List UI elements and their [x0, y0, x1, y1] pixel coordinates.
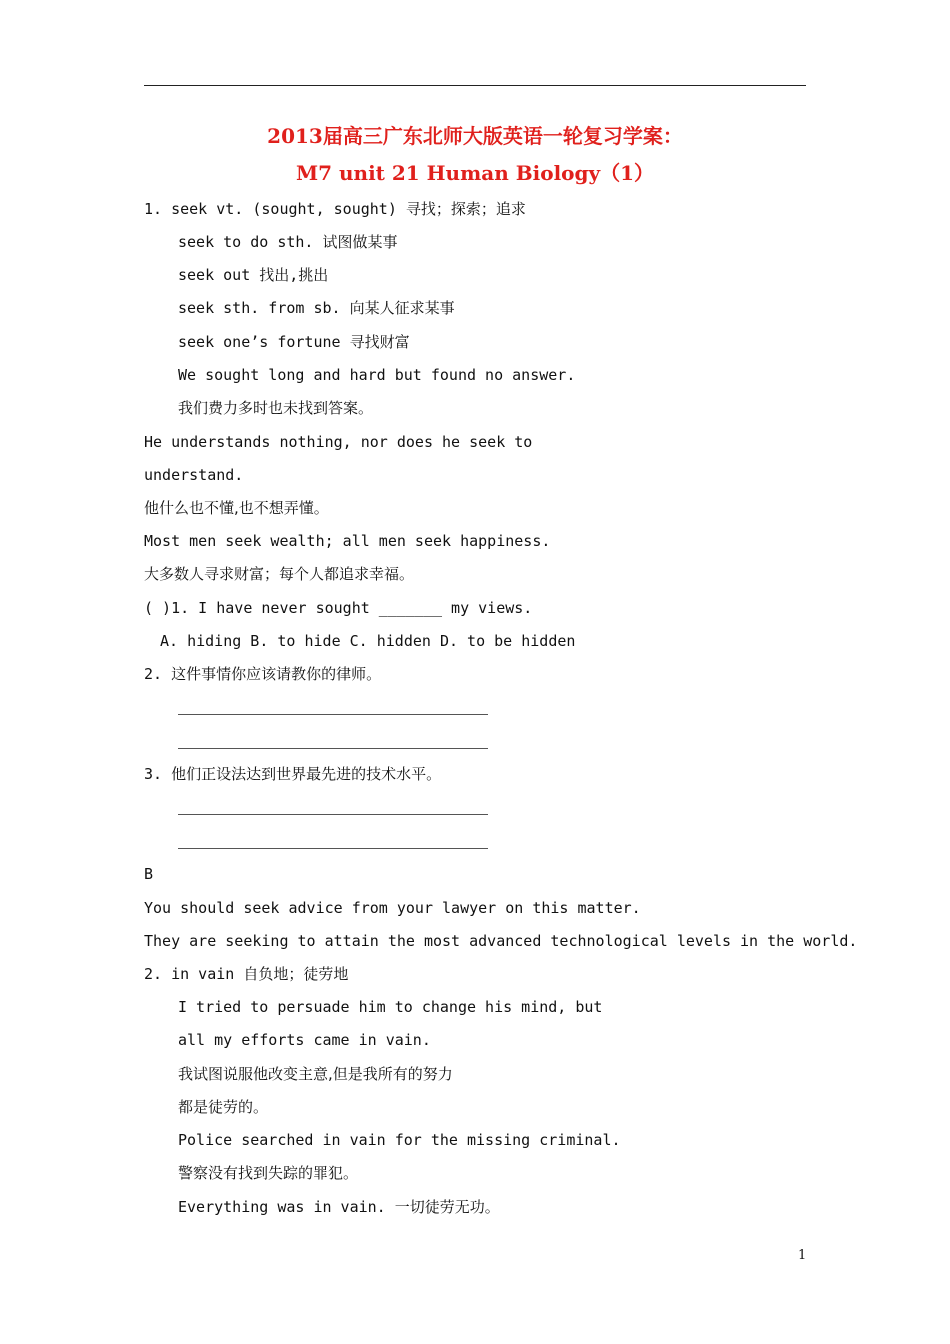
exercise-options: A. hiding B. to hide C. hidden D. to be hidden: [160, 632, 576, 650]
answer-blank-line: [178, 848, 488, 849]
text-line: 警察没有找到失踪的罪犯。: [178, 1164, 359, 1182]
answer-key: B: [144, 865, 154, 883]
text-line: 我们费力多时也未找到答案。: [178, 399, 374, 417]
header-rule: [144, 85, 806, 86]
text-line: 1. seek vt. (sought, sought) 寻找；探索；追求: [144, 200, 526, 218]
translation-prompt: 3. 他们正设法达到世界最先进的技术水平。: [144, 765, 442, 783]
document-title-line2: M7 unit 21 Human Biology（1）: [295, 161, 655, 185]
text-line: Most men seek wealth; all men seek happiness.: [144, 532, 551, 550]
page-number: 1: [798, 1248, 807, 1263]
text-line: 都是徒劳的。: [178, 1098, 269, 1116]
text-line: seek sth. from sb. 向某人征求某事: [178, 299, 455, 317]
text-line: I tried to persuade him to change his mind, but: [178, 998, 603, 1016]
text-line: all my efforts came in vain.: [178, 1031, 431, 1049]
text-line: They are seeking to attain the most advanced technological levels in the world.: [144, 932, 858, 950]
translation-prompt: 2. 这件事情你应该请教你的律师。: [144, 665, 382, 683]
text-line: seek out 找出,挑出: [178, 266, 329, 284]
text-line: Everything was in vain. 一切徒劳无功。: [178, 1198, 500, 1216]
text-line: We sought long and hard but found no answer.: [178, 366, 576, 384]
text-line: You should seek advice from your lawyer on this matter.: [144, 899, 641, 917]
answer-blank-line: [178, 748, 488, 749]
text-line: 他什么也不懂,也不想弄懂。: [144, 499, 329, 517]
text-line: 2. in vain 自负地；徒劳地: [144, 965, 349, 983]
text-line: understand.: [144, 466, 244, 484]
document-title-line1: 2013届高三广东北师大版英语一轮复习学案：: [267, 124, 683, 148]
text-line: Police searched in vain for the missing criminal.: [178, 1131, 621, 1149]
text-line: 我试图说服他改变主意,但是我所有的努力: [178, 1065, 453, 1083]
text-line: He understands nothing, nor does he seek to: [144, 433, 533, 451]
text-line: seek one’s fortune 寻找财富: [178, 333, 410, 351]
answer-blank-line: [178, 714, 488, 715]
text-line: seek to do sth. 试图做某事: [178, 233, 398, 251]
answer-blank-line: [178, 814, 488, 815]
text-line: 大多数人寻求财富；每个人都追求幸福。: [144, 565, 415, 583]
exercise-question: ( )1. I have never sought _______ my views.: [144, 599, 533, 617]
